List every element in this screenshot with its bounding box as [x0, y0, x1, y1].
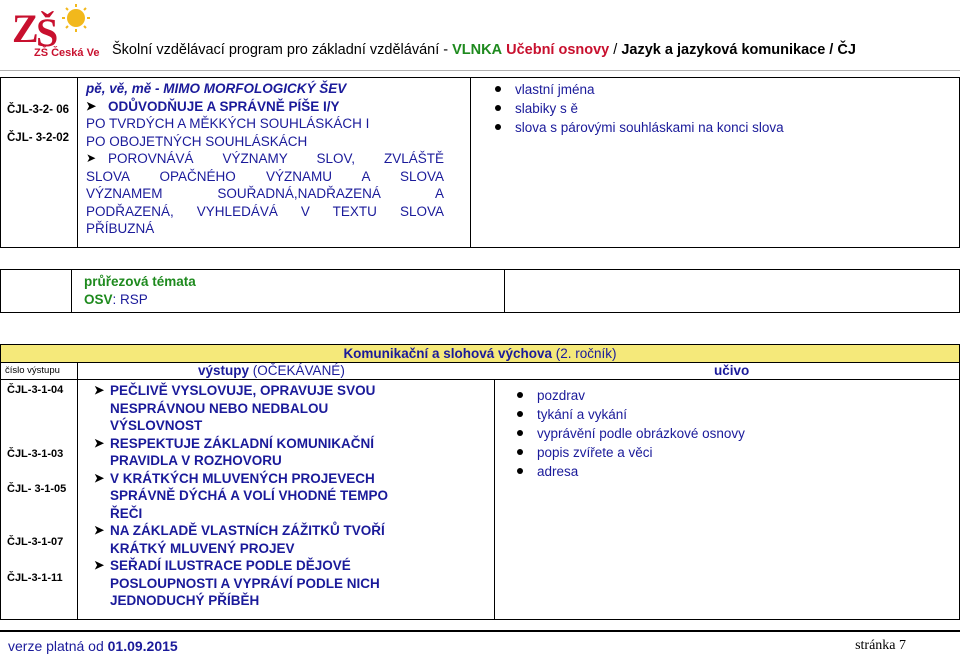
- column-header-outcomes: výstupy (OČEKÁVANÉ): [198, 363, 345, 378]
- curriculum-cell: [471, 78, 960, 248]
- arrow-bullet-icon: ➤: [94, 523, 105, 537]
- curriculum-item: slabiky s ě: [495, 99, 959, 118]
- subject-area: Jazyk a jazyková komunikace / ČJ: [621, 42, 856, 58]
- outcome-item: ➤ SEŘADÍ ILUSTRACE PODLE DĚJOVÉ POSLOUPNOSTI A VYPRÁVÍ PODLE NICH JEDNODUCHÝ PŘÍBĚH: [94, 558, 380, 608]
- header-divider: [0, 70, 960, 71]
- arrow-bullet-icon: ➤: [94, 470, 105, 485]
- curriculum-cell: [495, 380, 960, 620]
- page-number: stránka 7: [855, 638, 906, 653]
- column-header-curriculum: učivo: [714, 363, 750, 378]
- outcome-item: ➤ ODŮVODŇUJE A SPRÁVNĚ PÍŠE I/Y: [86, 98, 340, 114]
- outcome-item: ➤ NA ZÁKLADĚ VLASTNÍCH ZÁŽITKŮ TVOŘÍ KRÁTKÝ MLUVENÝ PROJEV: [94, 523, 385, 556]
- curriculum-item: pozdrav: [517, 386, 959, 405]
- curriculum-item: adresa: [517, 462, 959, 481]
- column-header-code: číslo výstupu: [1, 363, 78, 380]
- version-info: verze platná od 01.09.2015: [8, 638, 178, 654]
- version-date: 01.09.2015: [107, 638, 178, 654]
- outcome-code: ČJL-3-1-11: [7, 572, 63, 584]
- logo-text: ZŠ Česká Ves: [34, 47, 100, 58]
- school-logo: [8, 2, 100, 58]
- bullet-icon: [517, 449, 523, 455]
- cross-curricular-topic: OSV: RSP: [84, 292, 148, 307]
- section-title: Učební osnovy: [506, 42, 610, 58]
- program-title: Školní vzdělávací program pro základní vzdělávání: [112, 42, 440, 58]
- bullet-icon: [495, 124, 501, 130]
- bullet-icon: [495, 105, 501, 111]
- curriculum-item: slova s párovými souhláskami na konci slova: [495, 118, 959, 137]
- bullet-icon: [495, 86, 501, 92]
- arrow-bullet-icon: ➤: [94, 435, 105, 450]
- bullet-icon: [517, 430, 523, 436]
- outcome-code: ČJL-3-1-03: [7, 448, 64, 460]
- curriculum-item: tykání a vykání: [517, 405, 959, 424]
- subject-heading: Komunikační a slohová výchova (2. ročník): [1, 345, 960, 363]
- cross-curricular-table: [0, 269, 960, 313]
- outcome-note: pě, vě, mě - MIMO MORFOLOGICKÝ ŠEV: [86, 81, 347, 96]
- outcome-item: ➤ RESPEKTUJE ZÁKLADNÍ KOMUNIKAČNÍ PRAVIDLA V ROZHOVORU: [94, 435, 375, 468]
- outcomes-cell: [78, 380, 495, 620]
- document-header: Školní vzdělávací program pro základní vzdělávání - VLNKA Učební osnovy / Jazyk a jazyková komunikace / ČJ: [112, 42, 856, 58]
- curriculum-item: vlastní jména: [495, 80, 959, 99]
- footer-divider: [0, 630, 960, 632]
- outcome-code: ČJL-3-1-04: [7, 384, 64, 396]
- bullet-icon: [517, 411, 523, 417]
- arrow-bullet-icon: ➤: [94, 558, 105, 572]
- bullet-icon: [517, 468, 523, 474]
- svg-text:Š: Š: [36, 10, 59, 55]
- bullet-icon: [517, 392, 523, 398]
- arrow-bullet-icon: ➤: [86, 98, 97, 113]
- arrow-bullet-icon: ➤: [94, 383, 105, 397]
- column-header-row: [78, 363, 960, 380]
- outcome-code: ČJL-3-2- 06: [7, 104, 69, 116]
- outcomes-cell: pě, vě, mě - MIMO MORFOLOGICKÝ ŠEV ➤ ODŮVODŇUJE A SPRÁVNĚ PÍŠE I/Y PO TVRDÝCH A MĚKKÝCH SOUHLÁSKÁCH I PO OBOJETNÝCH SOUHLÁSKÁCH ➤ POROVNÁVÁ VÝZNAMY SLOV, ZVLÁŠTĚ SLOVA OPAČNÉHO VÝZNAMU A SLOVA VÝZNAMEM SOUŘADNÁ,NADŘAZENÁ A PODŘAZENÁ, VYHLEDÁVÁ V TEXTU SLOVA PŘÍBUZNÁ: [78, 78, 471, 248]
- cross-curricular-cell: [72, 270, 505, 313]
- outcomes-table-grade1: [0, 77, 960, 248]
- outcome-code: ČJL- 3-1-05: [7, 483, 67, 495]
- outcomes-table-grade2: [0, 344, 960, 620]
- outcome-codes-cell: [1, 380, 78, 620]
- outcome-code: ČJL- 3-2-02: [7, 132, 69, 144]
- outcome-item: ➤ V KRÁTKÝCH MLUVENÝCH PROJEVECH SPRÁVNĚ DÝCHÁ A VOLÍ VHODNÉ TEMPO ŘEČI: [94, 470, 389, 521]
- outcome-codes-cell: [1, 78, 78, 248]
- curriculum-item: popis zvířete a věci: [517, 443, 959, 462]
- arrow-bullet-icon: ➤: [86, 151, 97, 165]
- outcome-code: ČJL-3-1-07: [7, 536, 64, 548]
- svg-text:Z: Z: [12, 6, 39, 51]
- outcome-item: ➤ POROVNÁVÁ VÝZNAMY SLOV, ZVLÁŠTĚ: [86, 151, 444, 166]
- curriculum-item: vyprávění podle obrázkové osnovy: [517, 424, 959, 443]
- program-name: VLNKA: [452, 42, 503, 58]
- outcome-item: ➤ PEČLIVĚ VYSLOVUJE, OPRAVUJE SVOU NESPRÁVNOU NEBO NEDBALOU VÝSLOVNOST: [94, 383, 376, 433]
- cross-curricular-title: průřezová témata: [84, 274, 196, 289]
